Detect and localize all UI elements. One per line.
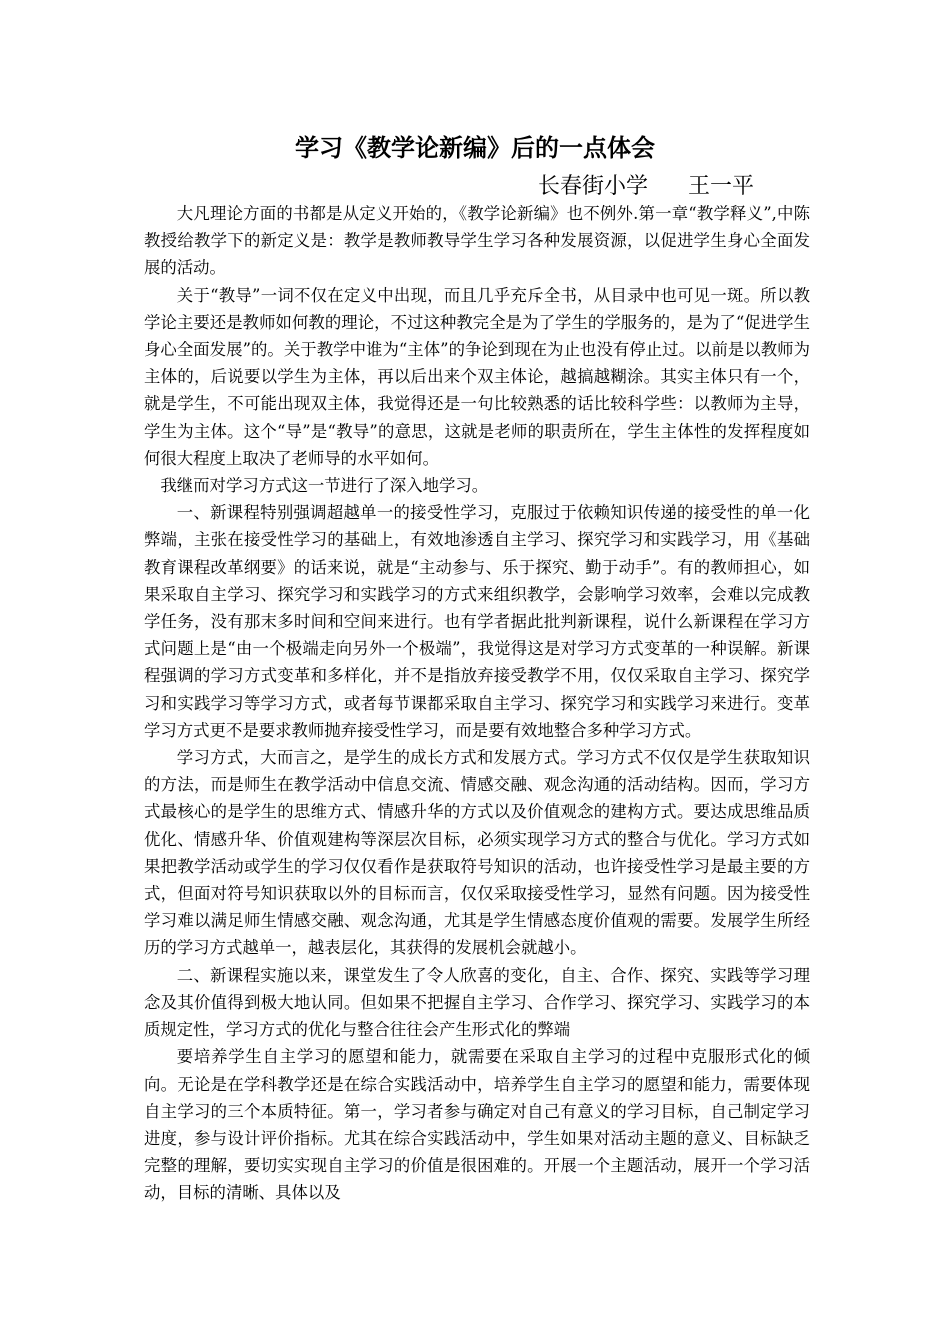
paragraph-3: 我继而对学习方式这一节进行了深入地学习。 — [160, 476, 489, 496]
paragraph-6: 二、新课程实施以来，课堂发生了令人欣喜的变化，自主、合作、探究、实践等学习理念及其价值得到极大地认同。但如果不把握自主学习、合作学习、探究学习、实践学习的本质规定性，学习方式的优化与整合往往会产生形式化的弊端 — [144, 965, 810, 1040]
paragraph-1: 大凡理论方面的书都是从定义开始的，《教学论新编》也不例外.第一章“教学释义”,中陈教授给教学下的新定义是：教学是教师教导学生学习各种发展资源，以促进学生身心全面发展的活动。 — [144, 204, 810, 278]
author-name: 王一平 — [688, 174, 755, 199]
body-text — [144, 200, 810, 1207]
paragraph-5: 学习方式，大而言之，是学生的成长方式和发展方式。学习方式不仅仅是学生获取知识的方法，而是师生在教学活动中信息交流、情感交融、观念沟通的活动结构。因而，学习方式最核心的是学生的思维方式、情感升华的方式以及价值观念的建构方式。要达成思维品质优化、情感升华、价值观建构等深层次目标，必须实现学习方式的整合与优化。学习方式如果把教学活动或学生的学习仅仅看作是获取符号知识的活动，也许接受性学习是最主要的方式，但面对符号知识获取以外的目标而言，仅仅采取接受性学习，显然有问题。因为接受性学习难以满足师生情感交融、观念沟通，尤其是学生情感态度价值观的需要。发展学生所经历的学习方式越单一，越表层化，其获得的发展机会就越小。 — [144, 748, 810, 958]
paragraph-4: 一、新课程特别强调超越单一的接受性学习，克服过于依赖知识传递的接受性的单一化弊端，主张在接受性学习的基础上，有效地渗透自主学习、探究学习和实践学习，用《基础教育课程改革纲要》的话来说，就是“主动参与、乐于探究、勤于动手”。有的教师担心，如果采取自主学习、探究学习和实践学习的方式来组织教学，会影响学习效率，会难以完成教学任务，没有那末多时间和空间来进行。也有学者据此批判新课程，说什么新课程在学习方式问题上是“由一个极端走向另外一个极端”，我觉得这是对学习方式变革的一种误解。新课程强调的学习方式变革和多样化，并不是指放弃接受教学不用，仅仅采取自主学习、探究学习和实践学习等学习方式，或者每节课都采取自主学习、探究学习和实践学习来进行。变革学习方式更不是要求教师抛弃接受性学习，而是要有效地整合多种学习方式。 — [144, 503, 810, 740]
byline — [538, 172, 754, 202]
document-title: 学习《教学论新编》后的一点体会 — [295, 134, 655, 162]
school-name: 长春街小学 — [538, 174, 649, 199]
paragraph-2: 关于“教导”一词不仅在定义中出现，而且几乎充斥全书，从目录中也可见一斑。所以教学论主要还是教师如何教的理论，不过这种教完全是为了学生的学服务的，是为了“促进学生身心全面发展”的。关于教学中谁为“主体”的争论到现在为止也没有停止过。以前是以教师为主体的，后说要以学生为主体，再以后出来个双主体论，越搞越糊涂。其实主体只有一个，就是学生，不可能出现双主体，我觉得还是一句比较熟悉的话比较科学些：以教师为主导，学生为主体。这个“导”是“教导”的意思，这就是老师的职责所在，学生主体性的发挥程度如何很大程度上取决了老师导的水平如何。 — [144, 285, 810, 468]
paragraph-7: 要培养学生自主学习的愿望和能力，就需要在采取自主学习的过程中克服形式化的倾向。无论是在学科教学还是在综合实践活动中，培养学生自主学习的愿望和能力，需要体现自主学习的三个本质特征。第一，学习者参与确定对自己有意义的学习目标，自己制定学习进度，参与设计评价指标。尤其在综合实践活动中，学生如果对活动主题的意义、目标缺乏完整的理解，要切实实现自主学习的价值是很困难的。开展一个主题活动，展开一个学习活动，目标的清晰、具体以及 — [144, 1047, 810, 1203]
